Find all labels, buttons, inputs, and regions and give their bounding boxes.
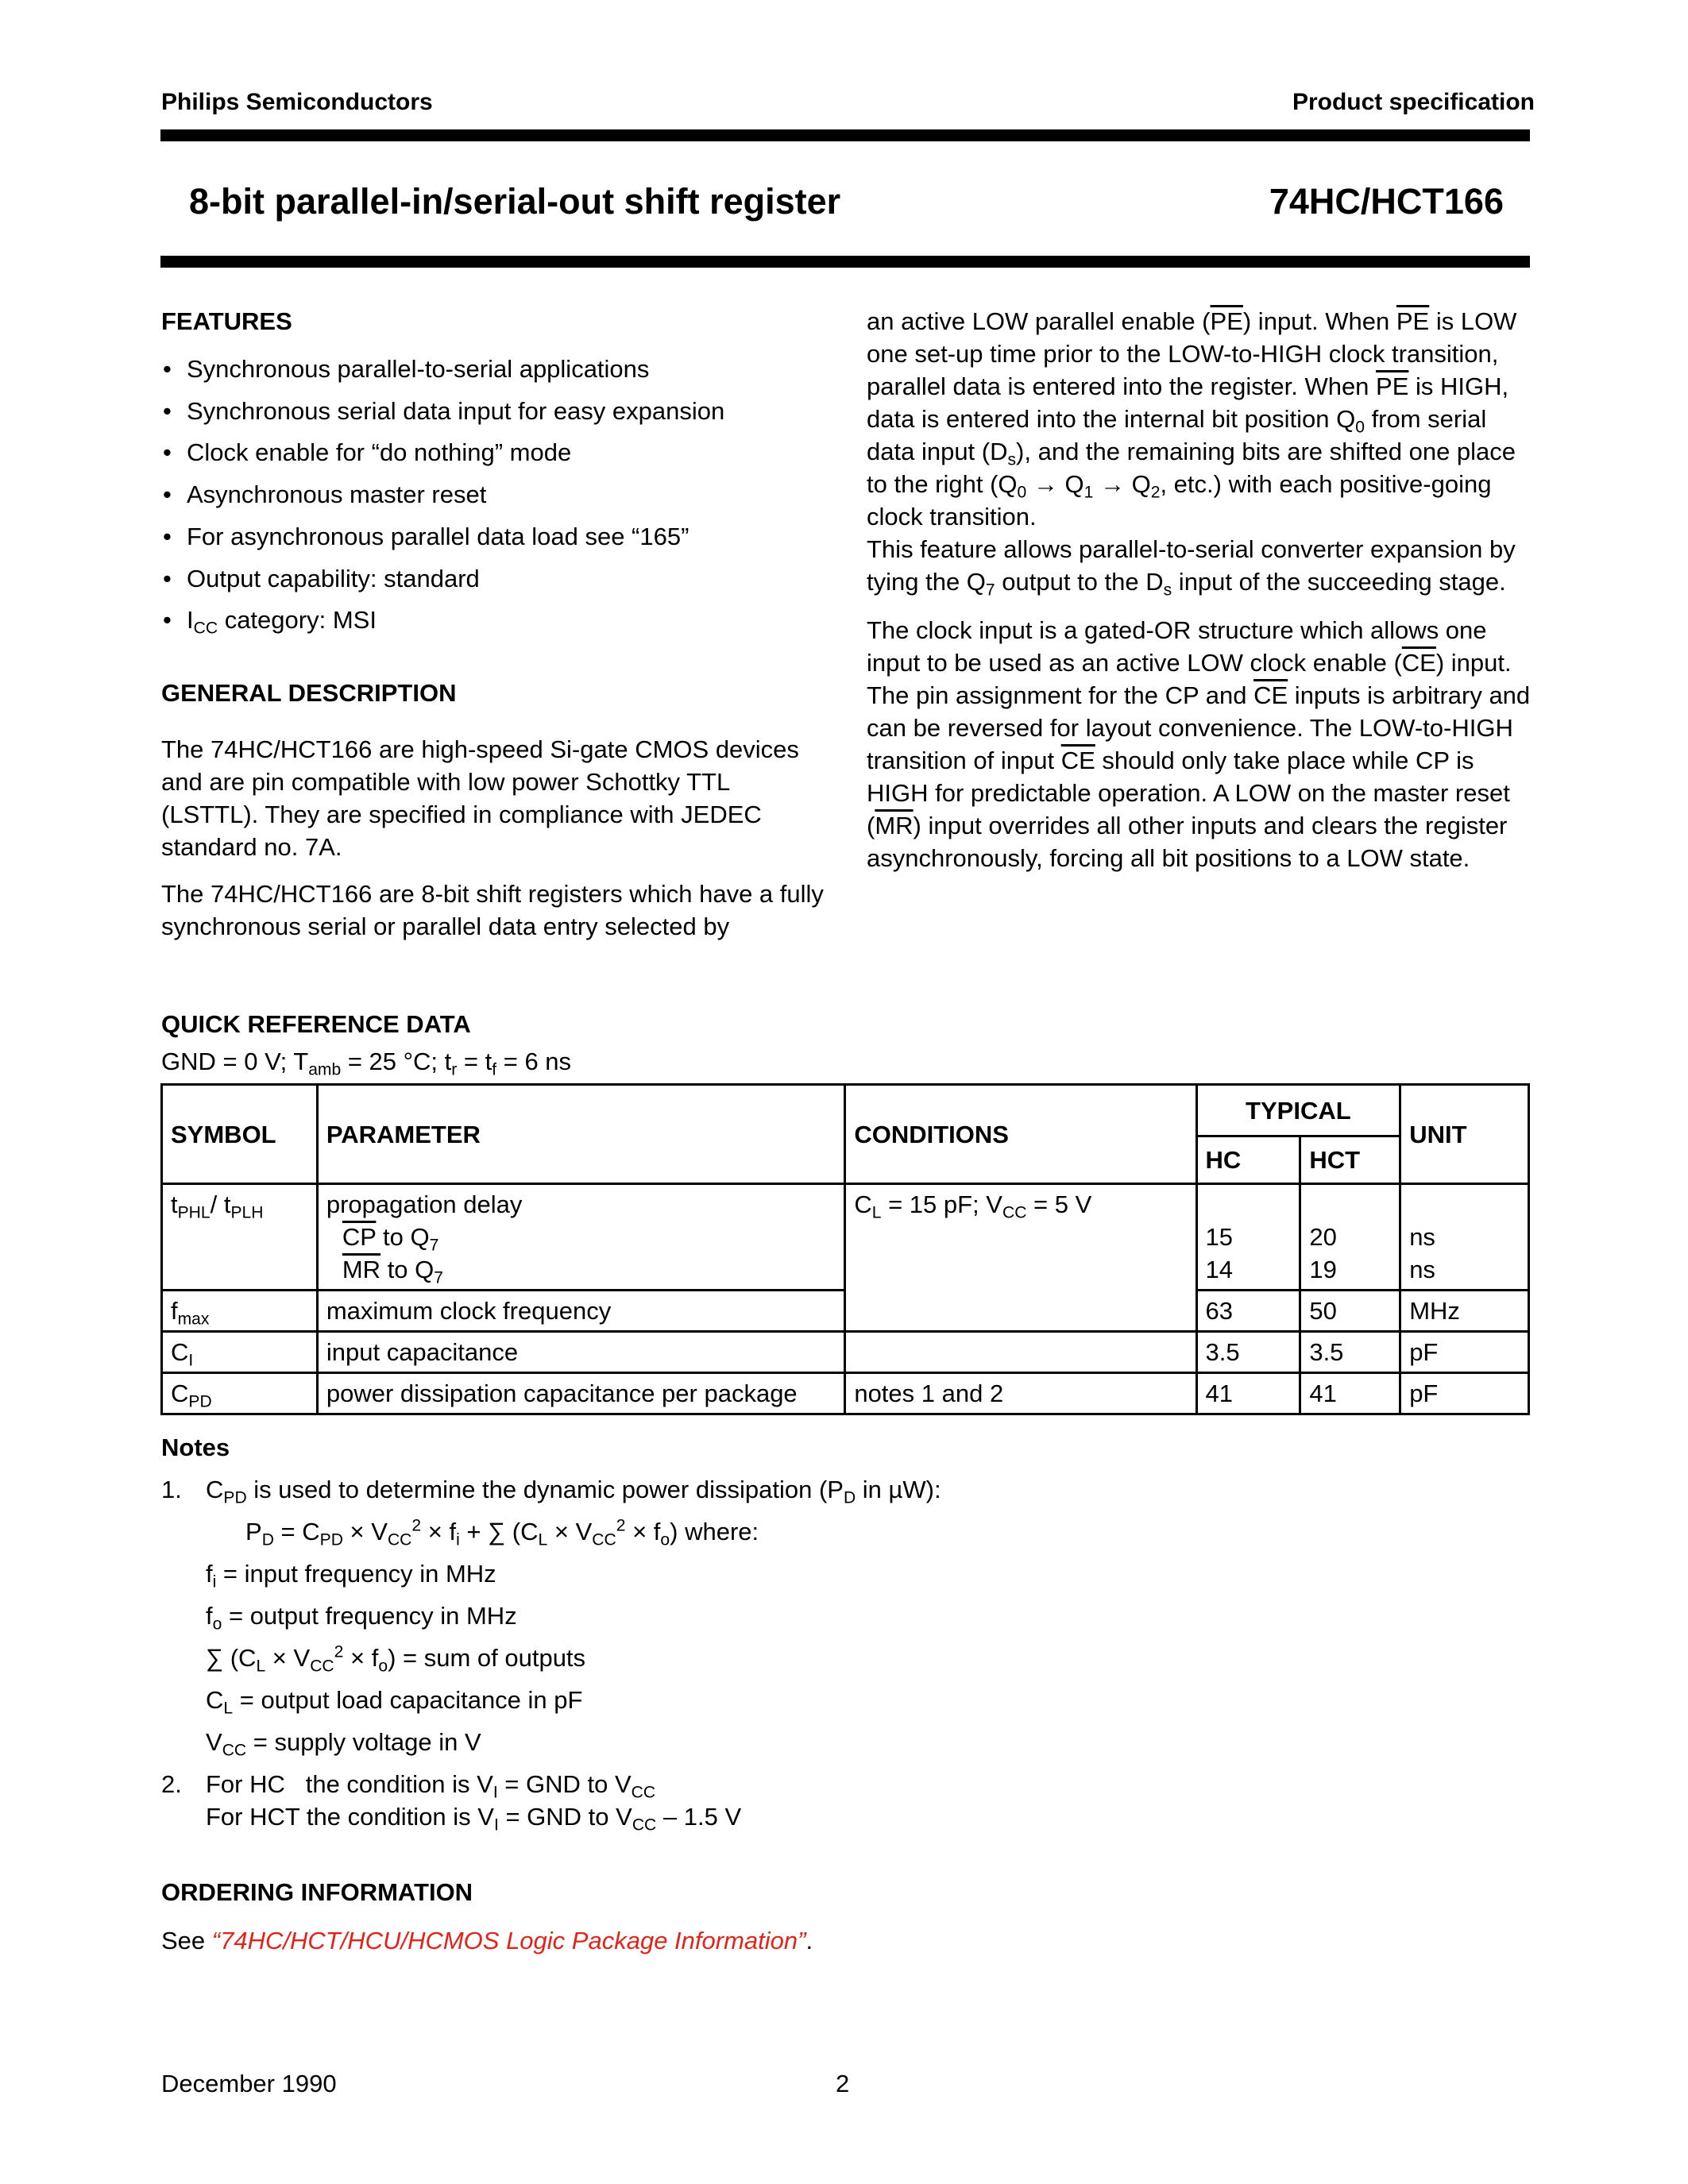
cell-hc: 41 — [1196, 1373, 1300, 1414]
column-header-hct: HCT — [1300, 1136, 1400, 1184]
list-item: • $I_{CC}$ category: MSI — [161, 600, 829, 642]
notes-section — [161, 1426, 941, 1833]
note-1: 1. $C_{PD}$ is used to determine the dynamic power dissipation ($P_D$ in µW): — [161, 1476, 941, 1507]
cell-parameter: input capacitance — [317, 1332, 844, 1373]
cell-symbol: $t_{PHL}/$ $t_{PLH}$ — [162, 1184, 318, 1291]
list-item: • Asynchronous master reset — [161, 474, 829, 516]
company-name: Philips Semiconductors — [161, 89, 433, 115]
cell-unit: MHz — [1400, 1291, 1529, 1332]
cell-symbol: $C_I$ — [162, 1332, 318, 1373]
quick-reference-table — [160, 1083, 1530, 1415]
document-type: Product specification — [1292, 89, 1535, 115]
cell-hct: 3.5 — [1300, 1332, 1400, 1373]
cell-hct: 20 19 — [1300, 1184, 1400, 1291]
note-1-sum: ∑ $(C_L \times V_{CC}^2 \times f_o)$ = sum of outputs — [206, 1642, 586, 1676]
right-column — [867, 305, 1532, 874]
part-number: 74HC/HCT166 — [1269, 181, 1504, 222]
features-list — [161, 349, 829, 642]
cell-unit: pF — [1400, 1373, 1529, 1414]
general-description-heading: GENERAL DESCRIPTION — [161, 678, 457, 707]
cell-symbol: $f_{max}$ — [162, 1291, 318, 1332]
description-continued-p2: This feature allows parallel-to-serial converter expansion by tying the $Q_7$ output to the $D_s$ input of the succeeding stage. — [867, 535, 1516, 600]
table-row — [162, 1332, 1529, 1373]
cell-hct: 50 — [1300, 1291, 1400, 1332]
cell-conditions — [845, 1332, 1196, 1373]
cell-conditions: $C_L = 15$ pF; $V_{CC} = 5$ V — [845, 1184, 1196, 1291]
list-item: • Synchronous parallel-to-serial applications — [161, 349, 829, 391]
page-number: 2 — [836, 2070, 850, 2097]
cell-hct: 41 — [1300, 1373, 1400, 1414]
table-header-row — [162, 1085, 1529, 1136]
cell-parameter: power dissipation capacitance per package — [317, 1373, 844, 1414]
note-1-fo: $f_o$ = output frequency in MHz — [206, 1602, 517, 1634]
table-row — [162, 1373, 1529, 1414]
cell-hc: 63 — [1196, 1291, 1300, 1332]
list-item: • For asynchronous parallel data load see “165” — [161, 516, 829, 558]
general-description-p2: The 74HC/HCT166 are 8-bit shift registers which have a fully synchronous serial or parallel data entry selected by — [161, 879, 824, 940]
note-1-equation: $P_D = C_{PD} \times V_{CC}^2 \times f_i$ + ∑ $(C_L \times V_{CC}^2 \times f_o)$ where: — [245, 1516, 759, 1549]
list-item: • Output capability: standard — [161, 558, 829, 600]
package-information-link[interactable]: “74HC/HCT/HCU/HCMOS Logic Package Information” — [211, 1927, 806, 1954]
ordering-text: See “74HC/HCT/HCU/HCMOS Logic Package Information”. — [161, 1927, 813, 1954]
description-continued-p3: The clock input is a gated-OR structure which allows one input to be used as an active LOW clock enable $(\overline{CE})$ input. The pin assignment for the CP and $\overline{CE}$ inputs is arbitrary and can be reversed for layout convenience. The LOW-to-HIGH transition of input $\overline{CE}$ should only take place while CP is HIGH for predictable operation. A LOW on the master reset $(\overline{MR})$ input overrides all other inputs and clears the register asynchronously, forcing all bit positions to a LOW state. — [867, 616, 1531, 872]
list-item: • Clock enable for “do nothing” mode — [161, 432, 829, 474]
cell-unit: ns ns — [1400, 1184, 1529, 1291]
note-1-fi: $f_i$ = input frequency in MHz — [206, 1560, 496, 1592]
column-header-conditions: CONDITIONS — [845, 1085, 1196, 1184]
column-header-parameter: PARAMETER — [317, 1085, 844, 1184]
note-1-cl: $C_L$ = output load capacitance in pF — [206, 1686, 583, 1718]
page-title: 8-bit parallel-in/serial-out shift register — [189, 181, 841, 222]
column-header-unit: UNIT — [1400, 1085, 1529, 1184]
description-continued-p1: an active LOW parallel enable $(\overline{PE})$ input. When $\overline{PE}$ is LOW one set-up time prior to the LOW-to-HIGH clock transition, parallel data is entered into the register. When $\overline{PE}$ is HIGH, data is entered into the internal bit position $Q_0$ from serial data input $(D_s)$, and the remaining bits are shifted one place to the right ($Q_0 \to Q_1 \to Q_2$, etc.) with each positive-going clock transition. — [867, 307, 1517, 531]
cell-conditions — [845, 1291, 1196, 1332]
header-rule-top — [160, 129, 1530, 141]
note-1-vcc: $V_{CC}$ = supply voltage in V — [206, 1728, 481, 1760]
table-row — [162, 1291, 1529, 1332]
cell-hc: 15 14 — [1196, 1184, 1300, 1291]
ordering-heading: ORDERING INFORMATION — [161, 1878, 473, 1906]
general-description-p1: The 74HC/HCT166 are high-speed Si-gate CMOS devices and are pin compatible with low power Schottky TTL (LSTTL). They are specified in compliance with JEDEC standard no. 7A. — [161, 735, 799, 861]
features-heading: FEATURES — [161, 307, 292, 335]
column-header-hc: HC — [1196, 1136, 1300, 1184]
cell-unit: pF — [1400, 1332, 1529, 1373]
cell-conditions: notes 1 and 2 — [845, 1373, 1196, 1414]
quick-reference-conditions: GND = 0 V; $T_{amb} = 25$ °C; $t_r = t_f = 6$ ns — [161, 1048, 572, 1079]
cell-parameter: propagation delay $\overline{CP}$ to $Q_7$ $\overline{MR}$ to $Q_7$ — [317, 1184, 844, 1291]
column-header-symbol: SYMBOL — [162, 1085, 318, 1184]
note-2: 2. For HC the condition is $V_I$ = GND to $V_{CC}$ For HCT the condition is $V_I$ = GND to $V_{CC} - 1.5$ V — [161, 1770, 742, 1835]
table-row — [162, 1184, 1529, 1291]
list-item: • Synchronous serial data input for easy expansion — [161, 391, 829, 433]
notes-heading: Notes — [161, 1433, 230, 1461]
header-rule-bottom — [160, 256, 1530, 268]
cell-parameter: maximum clock frequency — [317, 1291, 844, 1332]
column-header-typical: TYPICAL — [1196, 1085, 1400, 1136]
left-column — [161, 305, 829, 943]
cell-symbol: $C_{PD}$ — [162, 1373, 318, 1414]
cell-hc: 3.5 — [1196, 1332, 1300, 1373]
footer-date: December 1990 — [161, 2070, 337, 2097]
quick-reference-heading: QUICK REFERENCE DATA — [161, 1010, 471, 1038]
